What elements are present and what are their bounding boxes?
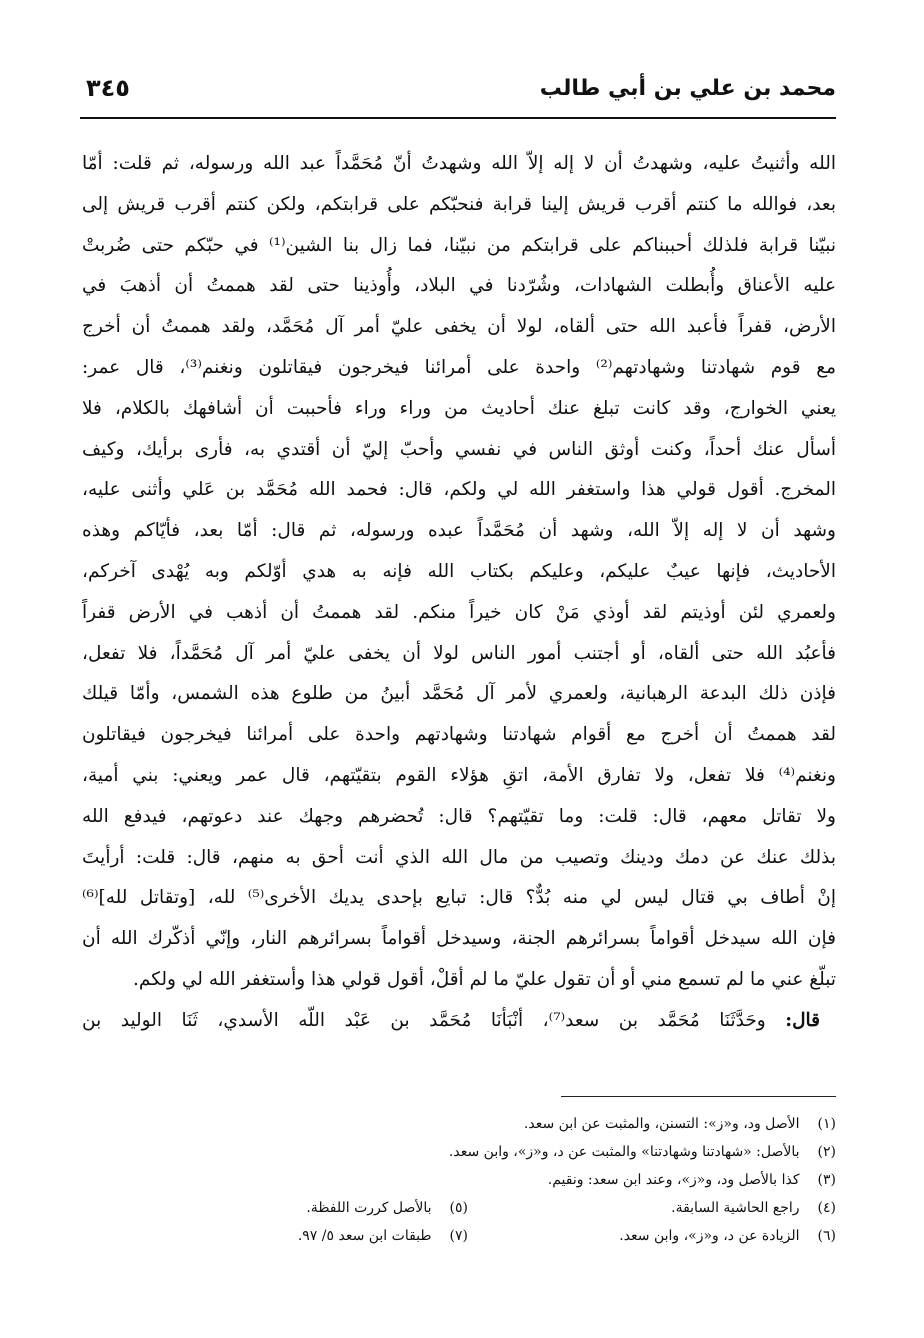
footnotes [82,1110,836,1250]
text-line: نبيّنا قرابة فلذلك أحببناكم على قرابتكم من نبيّنا، فما زال بنا الشين⁽¹⁾ في حبّكم حتى ضُربتْ [82,234,836,256]
text-line: أسأل عنك أحداً، وكنت أوثق الناس في نفسي وأحبّ إليّ أن أقتدي به، فأرى برأيك، وكيف [82,438,836,460]
footnote-text: بالأصل كررت اللفظة. [306,1200,432,1216]
text-line: الأحاديث، فإنها عيبٌ عليكم، وعليكم بكتاب الله فإنه به هدي أوّلكم وبه يُهْدى آخركم، [82,560,836,582]
text-line: فإن الله سيدخل أقواماً بسرائرهم الجنة، وسيدخل أقواماً بسرائرهم النار، وإنّي أذكّرك الله أن [82,928,836,950]
footnote-text: الأصل ود، و«ز»: التسنن، والمثبت عن ابن سعد. [523,1116,800,1132]
text-line: المخرج. أقول قولي هذا واستغفر الله لي ولكم، قال: فحمد الله مُحَمَّد بن عَلي وأثنى عليه، [82,479,836,501]
text-line: تبلّغ عني ما لم تسمع مني أو أن تقول عليّ ما لم أقلْ، أقول قولي هذا وأستغفر الله لي ولكم. [133,968,836,990]
footnote-number: (٣) [817,1172,836,1188]
text-line: الأرض، قفراً فأعبد الله حتى ألقاه، لولا أن يخفى عليّ أمر آل مُحَمَّد، ولقد هممتُ أن أخرج [82,316,836,338]
footnote-pair [82,1222,836,1250]
footnote-number: (٢) [817,1144,836,1160]
footnote [82,1110,836,1138]
footnote-number: (٤) [817,1200,836,1216]
footnote-text: الزيادة عن د، و«ز»، وابن سعد. [619,1228,800,1244]
text-line: ولا تقاتل معهم، قال: قلت: وما تقيّتهم؟ قال: تُحضرهم وجهك عند دعوتهم، فيدفع الله [82,805,836,827]
text-line: ونغنم⁽⁴⁾ فلا تفعل، ولا تفارق الأمة، اتقِ هؤلاء القوم بتقيّتهم، قال عمر ويعني: بني أمية، [82,764,836,786]
header-rule [80,117,836,119]
text-line: مع قوم شهادتنا وشهادتهم⁽²⁾ واحدة على أمرائنا فيخرجون فيقاتلون ونغنم⁽³⁾، قال عمر: [82,356,836,378]
page-number: ٣٤٥ [86,74,130,102]
footnote [82,1166,836,1194]
text-line: الله وأثنيتُ عليه، وشهدتُ أن لا إله إلاّ الله وشهدتُ أنّ مُحَمَّداً عبد الله ورسوله، ثم قلت: أمّا [82,153,836,174]
text-line: وشهد أن لا إله إلاّ الله، وشهد أن مُحَمَّداً عبده ورسوله، ثم قال: أمّا بعد، فأيّاكم وهذه [82,520,836,542]
footnote-number: (٧) [449,1228,468,1244]
footnote-text: راجع الحاشية السابقة. [671,1200,800,1216]
running-header [80,72,836,112]
text-line: فأعبُد الله حتى ألقاه، أو أجتنب أمور الناس لولا أن يخفى عليّ أمر آل مُحَمَّداً، فلا تفعل، [82,642,836,664]
text-line: إنْ أطاف بي قتال ليس لي منه بُدٌّ؟ قال: تبايع بإحدى يديك الأخرى⁽⁵⁾ لله، [وتقاتل لله]⁽⁶⁾ [82,887,836,909]
footnote-text: كذا بالأصل ود، و«ز»، وعند ابن سعد: ونقيم. [547,1172,800,1188]
footnote-number: (٦) [817,1228,836,1244]
text-line: لقد هممتُ أن أخرج مع أقوام شهادتنا وشهادتهم واحدة على أمرائنا فيخرجون فيقاتلون [82,724,836,746]
footnote-pair [82,1194,836,1222]
speaker-label: قال: [785,1009,821,1031]
body-text [82,144,836,1042]
footnote-text: بالأصل: «شهادتنا وشهادتنا» والمثبت عن د، و«ز»، وابن سعد. [448,1144,800,1160]
text-line: فإذن ذلك البدعة الرهبانية، ولعمري لأمر آل مُحَمَّد أبينُ من طلوع هذه الشمس، وأمّا قيلك [82,683,836,705]
footnote-number: (١) [817,1116,836,1132]
footnote-rule [561,1096,836,1097]
text-line: يعني الخوارج، وقد كانت تبلغ عنك أحاديث من وراء وراء فأحببت أن أشافهك بالكلام، فلا [82,397,836,419]
text-line: ولعمري لئن أوذيتم لقد أوذي مَنْ كان خيراً منكم. لقد هممتُ أن أذهب في الأرض قفراً [82,601,836,623]
text-line: عليه الأعناق وأُبطلت الشهادات، وشُرّدنا في البلاد، وأُوذينا حتى لقد هممتُ أن أذهبَ في [82,275,836,297]
footnote [82,1138,836,1166]
running-title: محمد بن علي بن أبي طالب [539,76,836,101]
text-line: بذلك عنك عن دمك ودينك وتصيب من مال الله الذي أنت أحق به منهم، قال: قلت: أرأيتَ [82,846,836,868]
narration-line [82,1001,836,1042]
narration-text: وحَدَّثَنَا مُحَمَّد بن سعد⁽⁷⁾، أنْبَأنَا مُحَمَّد بن عَبْد اللّه الأسدي، ثَنَا الوليد بن [82,1009,766,1031]
footnote-number: (٥) [449,1200,468,1216]
footnote-text: طبقات ابن سعد ٥/ ٩٧. [297,1228,432,1244]
text-line: بعد، فوالله ما كنتم أقرب قريش إلينا قرابة فنحبّكم على قرابتكم، ولكن كنتم أقرب قريش إلى [82,193,836,215]
